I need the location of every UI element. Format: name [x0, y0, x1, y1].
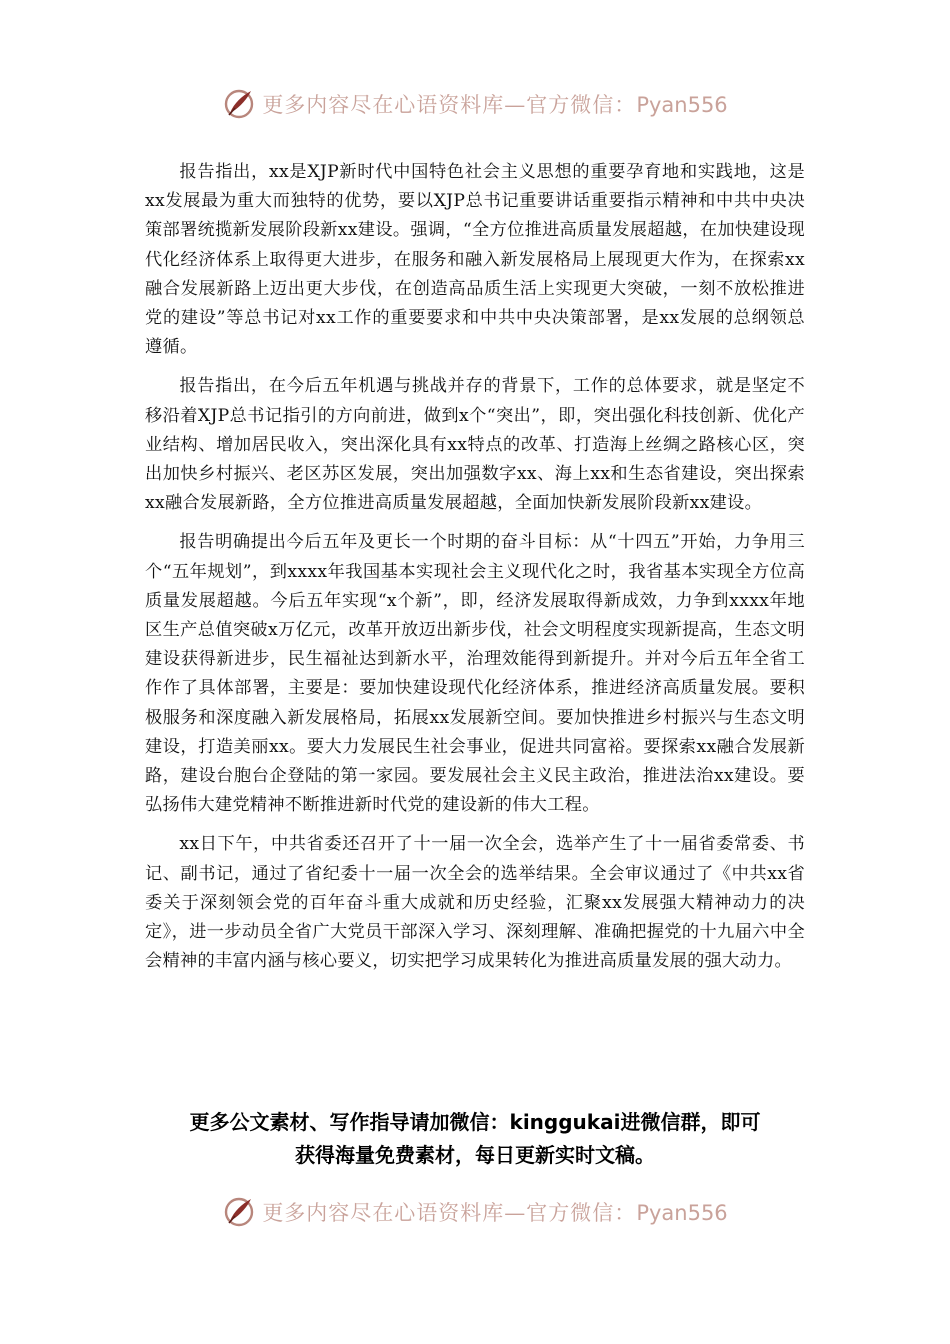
promo-line-1: 更多公文素材、写作指导请加微信：kinggukai进微信群，即可: [189, 1110, 761, 1134]
watermark-wechat-id: Pyan556: [636, 1201, 728, 1225]
watermark-wechat-id: Pyan556: [636, 93, 728, 117]
watermark-text: 更多内容尽在心语资料库—官方微信：Pyan556: [262, 93, 728, 117]
paragraph-3: 报告明确提出今后五年及更长一个时期的奋斗目标：从“十四五”开始，力争用三个“五年规划”，到xxxx年我国基本实现社会主义现代化之时，我省基本实现全方位高质量发展超越。今后五年实现“x个新”，即，经济发展取得新成效，力争到xxxx年地区生产总值突破x万亿元，改革开放迈出新步伐，社会文明程度实现新提高，生态文明建设获得新进步，民生福祉达到新水平，治理效能得到新提升。并对今后五年全省工作作了具体部署，主要是：要加快建设现代化经济体系，推进经济高质量发展。要积极服务和深度融入新发展格局，拓展xx发展新空间。要加快推进乡村振兴与生态文明建设，打造美丽xx。要大力发展民生社会事业，促进共同富裕。要探索xx融合发展新路，建设台胞台企登陆的第一家园。要发展社会主义民主政治，推进法治xx建设。要弘扬伟大建党精神不断推进新时代党的建设新的伟大工程。: [145, 532, 805, 816]
document-body: [145, 158, 805, 986]
paragraph-4: xx日下午，中共省委还召开了十一届一次全会，选举产生了十一届省委常委、书记、副书记，通过了省纪委十一届一次全会的选举结果。全会审议通过了《中共xx省委关于深刻领会党的百年奋斗重大成就和历史经验，汇聚xx发展强大精神动力的决定》，进一步动员全省广大党员干部深入学习、深刻理解、准确把握党的十九届六中全会精神的丰富内涵与核心要义，切实把学习成果转化为推进高质量发展的强大动力。: [145, 834, 805, 972]
feather-pen-logo-icon: [222, 87, 256, 121]
paragraph-1: 报告指出，xx是XJP新时代中国特色社会主义思想的重要孕育地和实践地，这是xx发展最为重大而独特的优势，要以XJP总书记重要讲话重要指示精神和中共中央决策部署统揽新发展阶段新xx建设。强调，“全方位推进高质量发展超越，在加快建设现代化经济体系上取得更大进步，在服务和融入新发展格局上展现更大作为，在探索xx融合发展新路上迈出更大步伐，在创造高品质生活上实现更大突破，一刻不放松推进党的建设”等总书记对xx工作的重要要求和中共中央决策部署，是xx发展的总纲领总遵循。: [145, 162, 805, 358]
footer-watermark: [0, 1190, 950, 1234]
feather-pen-logo-icon: [222, 1195, 256, 1229]
watermark-text: 更多内容尽在心语资料库—官方微信：Pyan556: [262, 1201, 728, 1225]
promo-line-2: 获得海量免费素材，每日更新实时文稿。: [295, 1143, 655, 1167]
promo-text: [120, 1106, 830, 1172]
paragraph-2: 报告指出，在今后五年机遇与挑战并存的背景下，工作的总体要求，就是坚定不移沿着XJP总书记指引的方向前进，做到x个“突出”，即，突出强化科技创新、优化产业结构、增加居民收入，突出深化具有xx特点的改革、打造海上丝绸之路核心区，突出加快乡村振兴、老区苏区发展，突出加强数字xx、海上xx和生态省建设，突出探索xx融合发展新路，全方位推进高质量发展超越，全面加快新发展阶段新xx建设。: [145, 376, 805, 514]
header-watermark: [0, 82, 950, 126]
